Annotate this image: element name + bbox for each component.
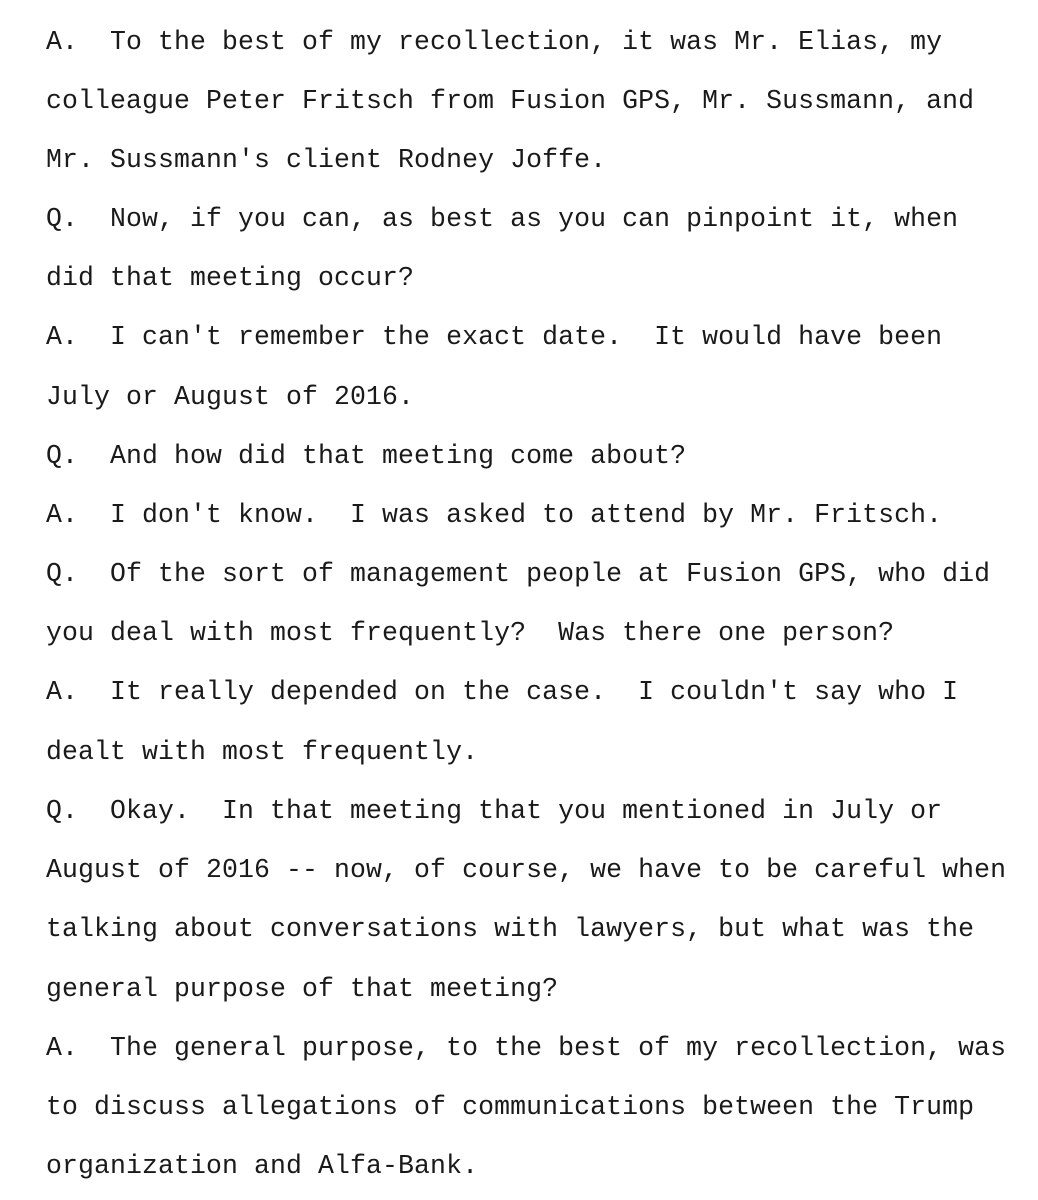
transcript-line: July or August of 2016. [46,382,415,412]
transcript-line: A. I can't remember the exact date. It would have been [46,322,943,352]
transcript-line: Q. Now, if you can, as best as you can pinpoint it, when [46,204,959,234]
transcript-line: to discuss allegations of communications between the Trump [46,1092,975,1122]
transcript-line: August of 2016 -- now, of course, we have to be careful when [46,855,1007,885]
transcript-line: A. The general purpose, to the best of my recollection, was [46,1033,1007,1063]
transcript-line: colleague Peter Fritsch from Fusion GPS, Mr. Sussmann, and [46,86,975,116]
transcript-line: dealt with most frequently. [46,737,479,767]
transcript-line: you deal with most frequently? Was there one person? [46,618,895,648]
transcript-line: A. It really depended on the case. I couldn't say who I [46,677,959,707]
transcript-line: talking about conversations with lawyers, but what was the [46,914,975,944]
transcript-line: organization and Alfa-Bank. [46,1151,479,1181]
transcript-line: Q. And how did that meeting come about? [46,441,687,471]
transcript-line: A. To the best of my recollection, it was Mr. Elias, my [46,27,943,57]
transcript-line: Q. Okay. In that meeting that you mentioned in July or [46,796,943,826]
transcript-line: Mr. Sussmann's client Rodney Joffe. [46,145,607,175]
transcript-line: general purpose of that meeting? [46,974,559,1004]
transcript-line: A. I don't know. I was asked to attend by Mr. Fritsch. [46,500,943,530]
transcript-line: Q. Of the sort of management people at Fusion GPS, who did [46,559,991,589]
transcript-line: did that meeting occur? [46,263,415,293]
